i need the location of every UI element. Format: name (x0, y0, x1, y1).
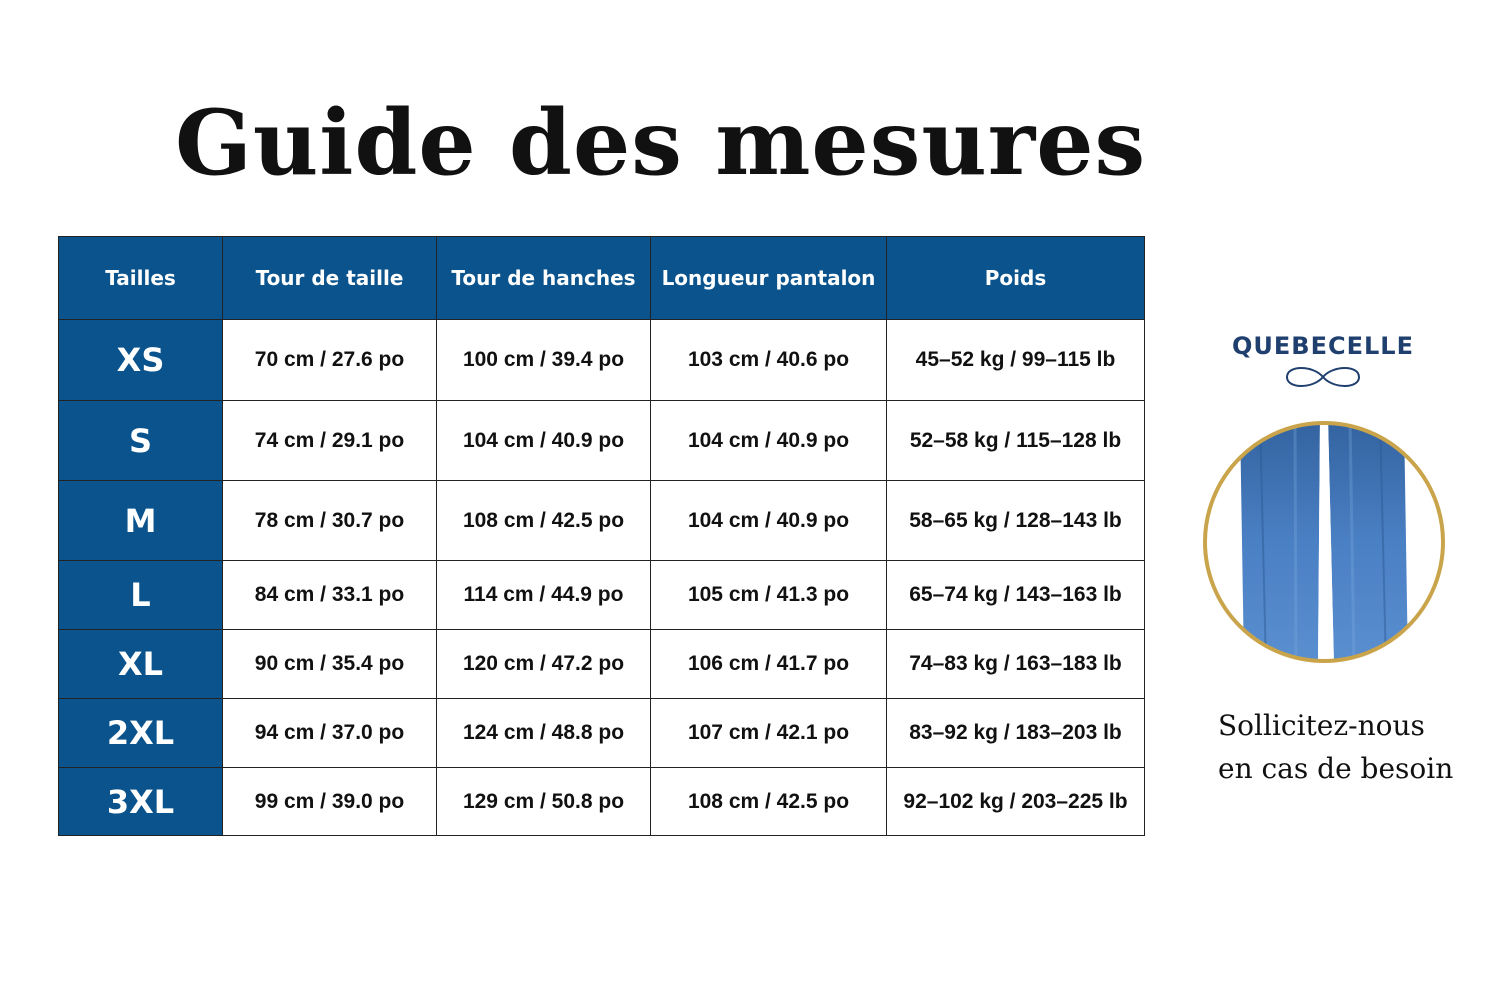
table-row (59, 768, 1145, 836)
waist-value: 78 cm / 30.7 po (223, 481, 437, 561)
header-weight: Poids (887, 237, 1145, 320)
table-row (59, 481, 1145, 561)
table-row (59, 320, 1145, 401)
length-value: 107 cm / 42.1 po (651, 699, 887, 768)
table-row (59, 630, 1145, 699)
size-label: XS (59, 320, 223, 401)
brand-logo (1200, 332, 1446, 392)
help-text (1218, 704, 1498, 790)
brand-name: QUEBECELLE (1232, 332, 1414, 360)
help-line-2: en cas de besoin (1218, 752, 1454, 785)
size-label: M (59, 481, 223, 561)
weight-value: 58–65 kg / 128–143 lb (887, 481, 1145, 561)
header-hips: Tour de hanches (437, 237, 651, 320)
waist-value: 70 cm / 27.6 po (223, 320, 437, 401)
length-value: 106 cm / 41.7 po (651, 630, 887, 699)
header-waist: Tour de taille (223, 237, 437, 320)
hips-value: 108 cm / 42.5 po (437, 481, 651, 561)
header-length: Longueur pantalon (651, 237, 887, 320)
table-row (59, 561, 1145, 630)
table-row (59, 401, 1145, 481)
weight-value: 52–58 kg / 115–128 lb (887, 401, 1145, 481)
weight-value: 65–74 kg / 143–163 lb (887, 561, 1145, 630)
waist-value: 94 cm / 37.0 po (223, 699, 437, 768)
product-photo (1200, 418, 1448, 666)
size-label: XL (59, 630, 223, 699)
length-value: 104 cm / 40.9 po (651, 401, 887, 481)
weight-value: 83–92 kg / 183–203 lb (887, 699, 1145, 768)
length-value: 103 cm / 40.6 po (651, 320, 887, 401)
waist-value: 90 cm / 35.4 po (223, 630, 437, 699)
length-value: 108 cm / 42.5 po (651, 768, 887, 836)
weight-value: 74–83 kg / 163–183 lb (887, 630, 1145, 699)
hips-value: 120 cm / 47.2 po (437, 630, 651, 699)
table-row (59, 699, 1145, 768)
header-sizes: Tailles (59, 237, 223, 320)
length-value: 104 cm / 40.9 po (651, 481, 887, 561)
size-label: S (59, 401, 223, 481)
waist-value: 99 cm / 39.0 po (223, 768, 437, 836)
weight-value: 92–102 kg / 203–225 lb (887, 768, 1145, 836)
length-value: 105 cm / 41.3 po (651, 561, 887, 630)
waist-value: 84 cm / 33.1 po (223, 561, 437, 630)
weight-value: 45–52 kg / 99–115 lb (887, 320, 1145, 401)
infinity-icon (1277, 362, 1369, 392)
page-title: Guide des mesures (175, 90, 1147, 196)
size-table (58, 236, 1145, 836)
hips-value: 124 cm / 48.8 po (437, 699, 651, 768)
hips-value: 100 cm / 39.4 po (437, 320, 651, 401)
help-line-1: Sollicitez-nous (1218, 709, 1425, 742)
hips-value: 129 cm / 50.8 po (437, 768, 651, 836)
size-label: 3XL (59, 768, 223, 836)
size-label: 2XL (59, 699, 223, 768)
size-label: L (59, 561, 223, 630)
hips-value: 114 cm / 44.9 po (437, 561, 651, 630)
hips-value: 104 cm / 40.9 po (437, 401, 651, 481)
waist-value: 74 cm / 29.1 po (223, 401, 437, 481)
table-header-row (59, 237, 1145, 320)
